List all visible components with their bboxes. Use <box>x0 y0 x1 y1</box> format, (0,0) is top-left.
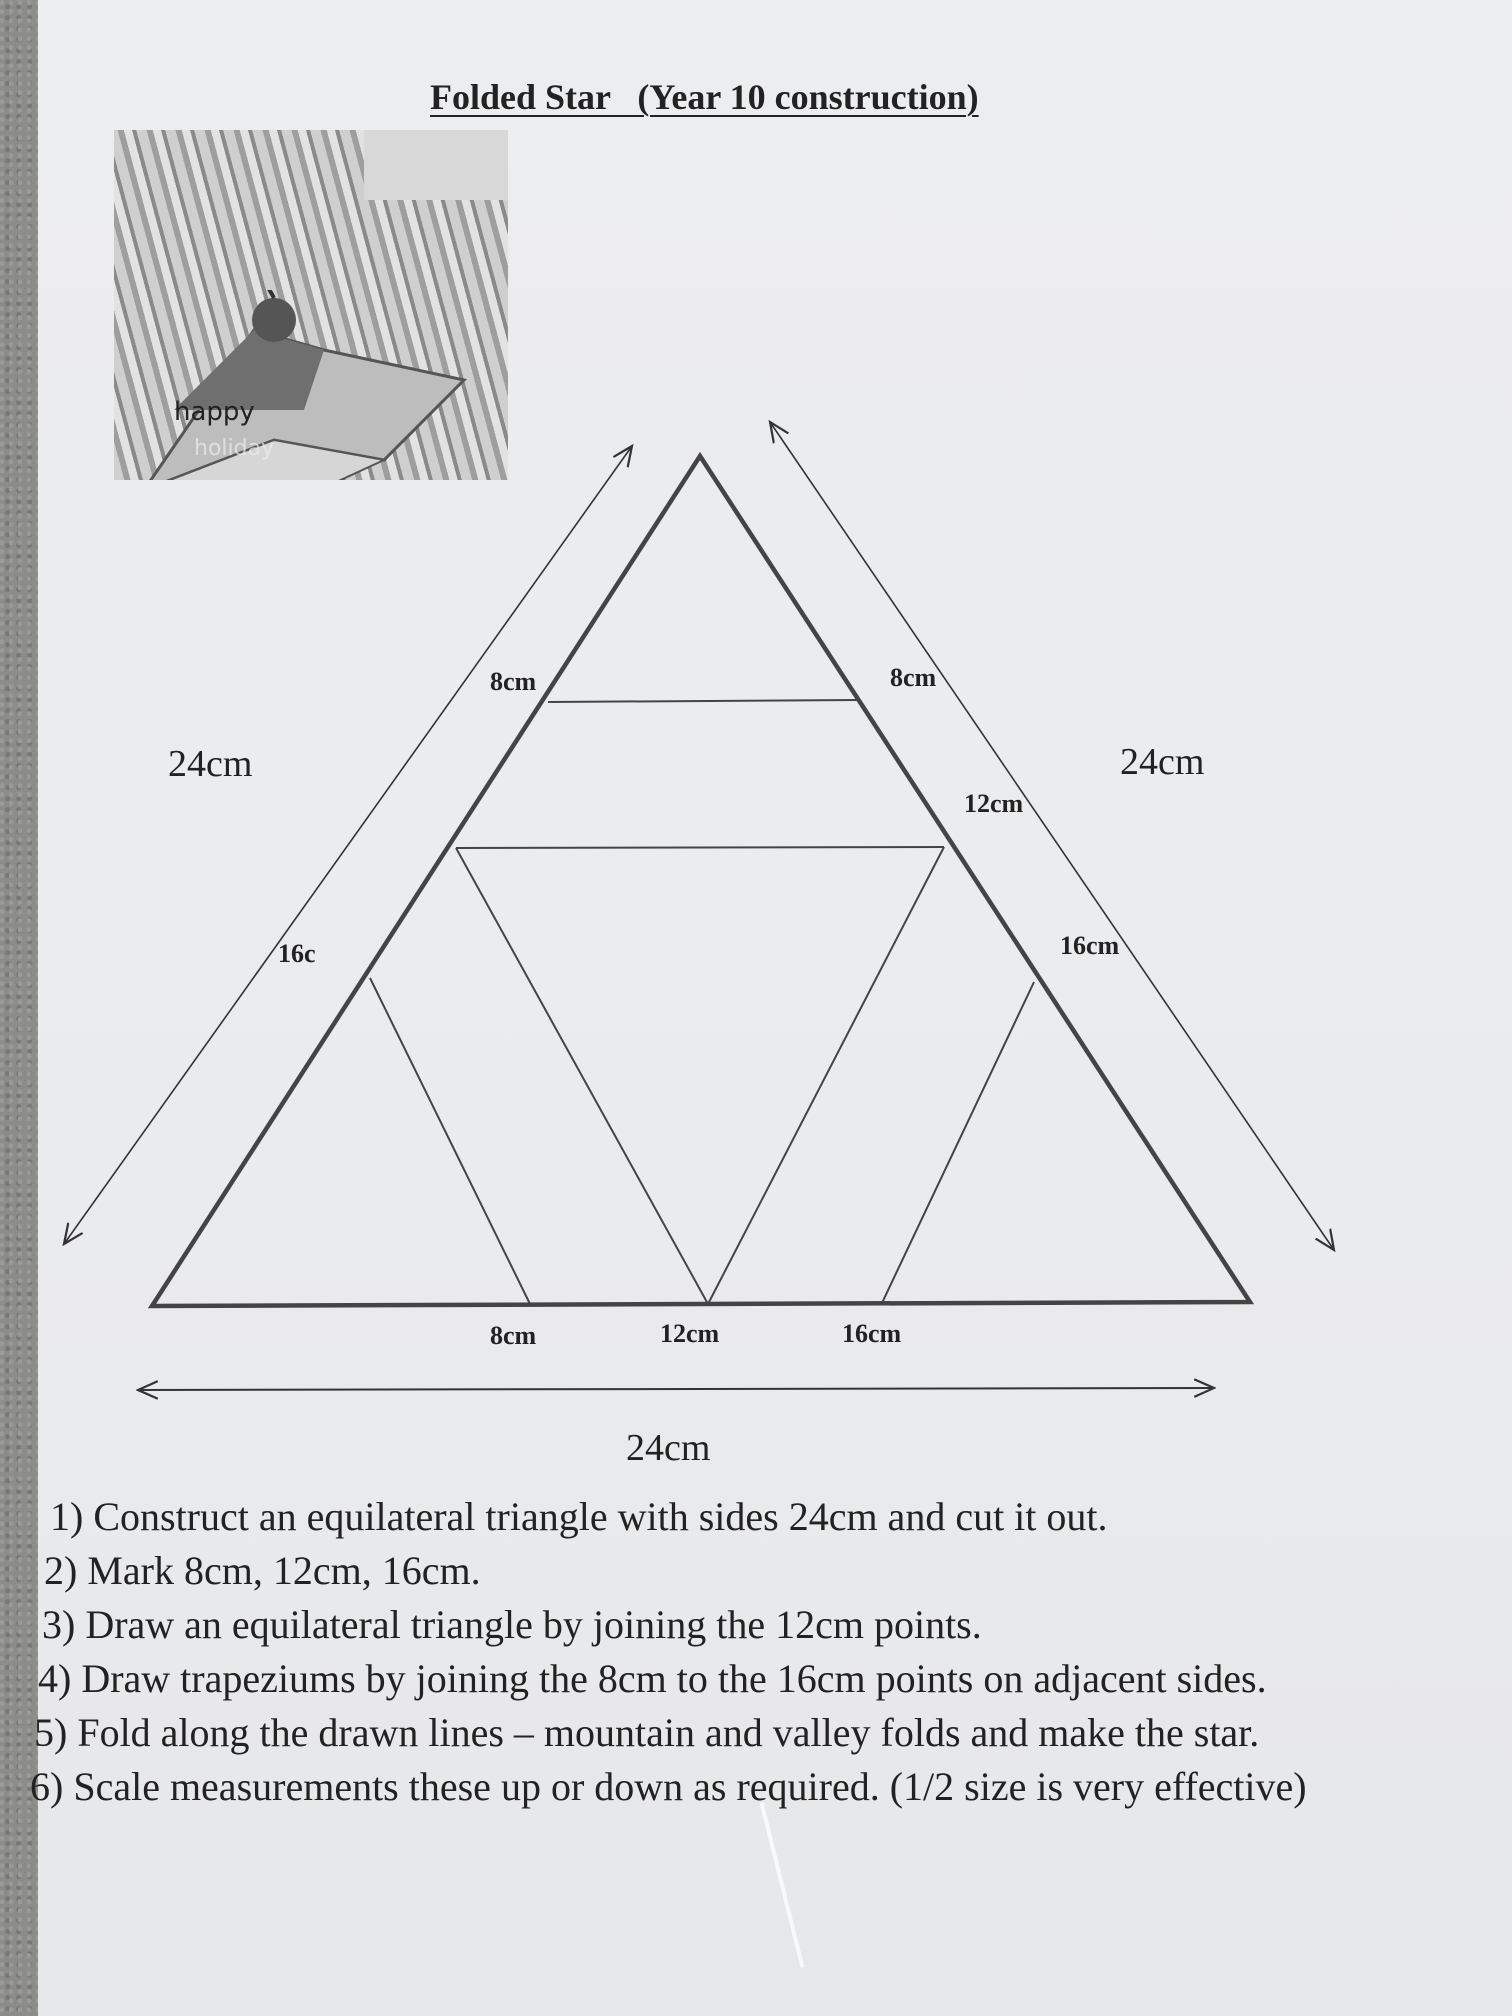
label-base-8cm: 8cm <box>490 1321 537 1350</box>
outer-equilateral-triangle <box>152 456 1250 1306</box>
label-base-24cm: 24cm <box>626 1427 711 1469</box>
instruction-list <box>30 1490 1307 1814</box>
left-dimension-arrow <box>64 446 632 1244</box>
inner-triangle-right-edge <box>708 847 944 1304</box>
instruction-step: 6) Scale measurements these up or down as required. (1/2 size is very effective) <box>30 1764 1307 1809</box>
instruction-step: 2) Mark 8cm, 12cm, 16cm. <box>44 1548 481 1593</box>
worksheet-title: Folded Star (Year 10 construction) <box>430 77 979 117</box>
instruction-step: 1) Construct an equilateral triangle with sides 24cm and cut it out. <box>50 1494 1108 1539</box>
label-left-side-24cm: 24cm <box>168 743 253 785</box>
label-left-8cm: 8cm <box>490 667 537 696</box>
label-base-16cm: 16cm <box>842 1319 902 1348</box>
fold-line-right-trapezium <box>882 982 1034 1303</box>
photo-caption-happy: happy <box>174 397 255 427</box>
instruction-step: 5) Fold along the drawn lines – mountain and valley folds and make the star. <box>34 1710 1260 1755</box>
inner-triangle-left-edge <box>456 848 708 1304</box>
label-base-12cm: 12cm <box>660 1319 720 1348</box>
instruction-step: 3) Draw an equilateral triangle by joining the 12cm points. <box>42 1602 982 1647</box>
label-right-side-24cm: 24cm <box>1120 741 1205 783</box>
instruction-step: 4) Draw trapeziums by joining the 8cm to the 16cm points on adjacent sides. <box>38 1656 1267 1701</box>
label-right-12cm: 12cm <box>964 789 1024 818</box>
base-dimension-arrow <box>138 1388 1214 1390</box>
fold-line-left-trapezium <box>370 978 530 1304</box>
fold-line-top <box>548 700 858 702</box>
right-dimension-arrow <box>770 422 1334 1250</box>
label-right-8cm: 8cm <box>890 663 937 692</box>
photo-caption-holiday: holiday <box>194 436 275 461</box>
label-right-16cm: 16cm <box>1060 931 1120 960</box>
label-left-16c: 16c <box>278 939 316 968</box>
inner-triangle-top-edge <box>456 847 944 848</box>
